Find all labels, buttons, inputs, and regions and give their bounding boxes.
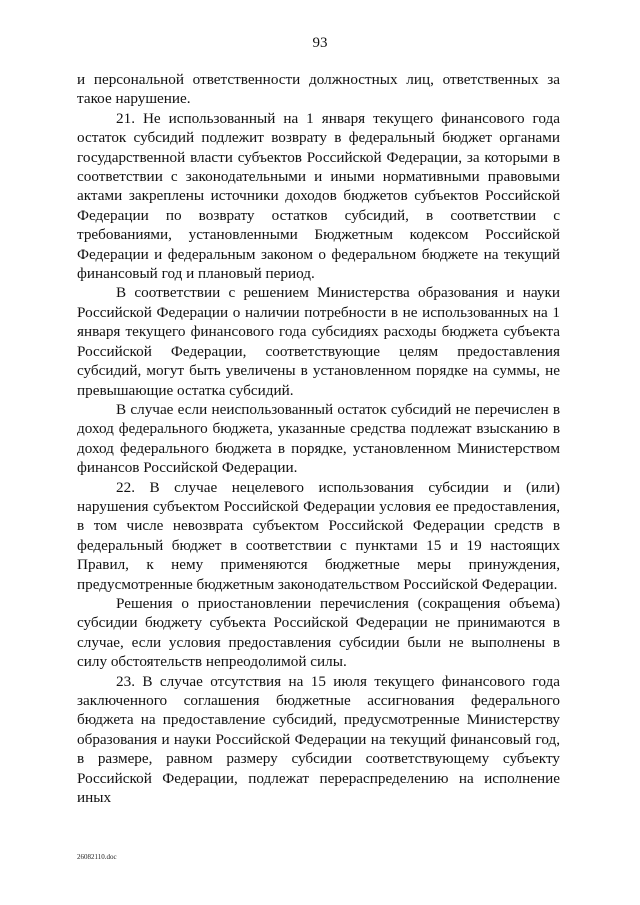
page-number: 93 — [312, 35, 328, 51]
paragraph-recovery: В случае если неиспользованный остаток субсидий не перечислен в доход федерального бюджета, указанные средства подлежат взысканию в доход федерального бюджета в порядке, установленном Министерством финансов Российской Федерации. — [77, 400, 560, 477]
paragraph-continuation: и персональной ответственности должностных лиц, ответственных за такое нарушение. — [77, 71, 560, 108]
paragraph-clause-22: 22. В случае нецелевого использования субсидии и (или) нарушения субъектом Российской Федерации условия ее предоставления, в том числе невозврата субъектом Российской Федерации средств в федеральный бюджет в соответствии с пунктами 15 и 19 настоящих Правил, к нему применяются бюджетные меры принуждения, предусмотренные бюджетным законодательством Российской Федерации. — [77, 478, 560, 593]
paragraph-clause-21: 21. Не использованный на 1 января текущего финансового года остаток субсидий подлежит возврату в федеральный бюджет органами государственной власти субъектов Российской Федерации, за которыми в соответствии с законодательными и иными нормативными правовыми актами закреплены источники доходов бюджетов субъектов Российской Федерации по возврату остатков субсидий, в соответствии с требованиями, установленными Бюджетным кодексом Российской Федерации и федеральным законом о федеральном бюджете на текущий финансовый год и плановый период. — [77, 109, 560, 283]
paragraph-ministry-decision: В соответствии с решением Министерства образования и науки Российской Федерации о наличии потребности в не использованных на 1 января текущего финансового года субсидиях расходы бюджета субъекта Российской Федерации, соответствующие целям предоставления субсидий, могут быть увеличены в установленном порядке на суммы, не превышающие остатка субсидий. — [77, 284, 560, 399]
paragraph-clause-23: 23. В случае отсутствия на 15 июля текущего финансового года заключенного соглашения бюджетные ассигнования федерального бюджета на предоставление субсидий, предусмотренные Министерству образования и науки Российской Федерации на текущий финансовый год, в размере, равном размеру субсидии соответствующему субъекту Российской Федерации, подлежат перераспределению на исполнение иных — [77, 672, 560, 807]
paragraph-suspension-decisions: Решения о приостановлении перечисления (сокращения объема) субсидии бюджету субъекта Российской Федерации не принимаются в случае, если условия предоставления субсидии были не выполнены в силу обстоятельств непреодолимой силы. — [77, 594, 560, 671]
body-text — [77, 70, 560, 807]
footer-document-code: 26082110.doc — [77, 853, 117, 861]
